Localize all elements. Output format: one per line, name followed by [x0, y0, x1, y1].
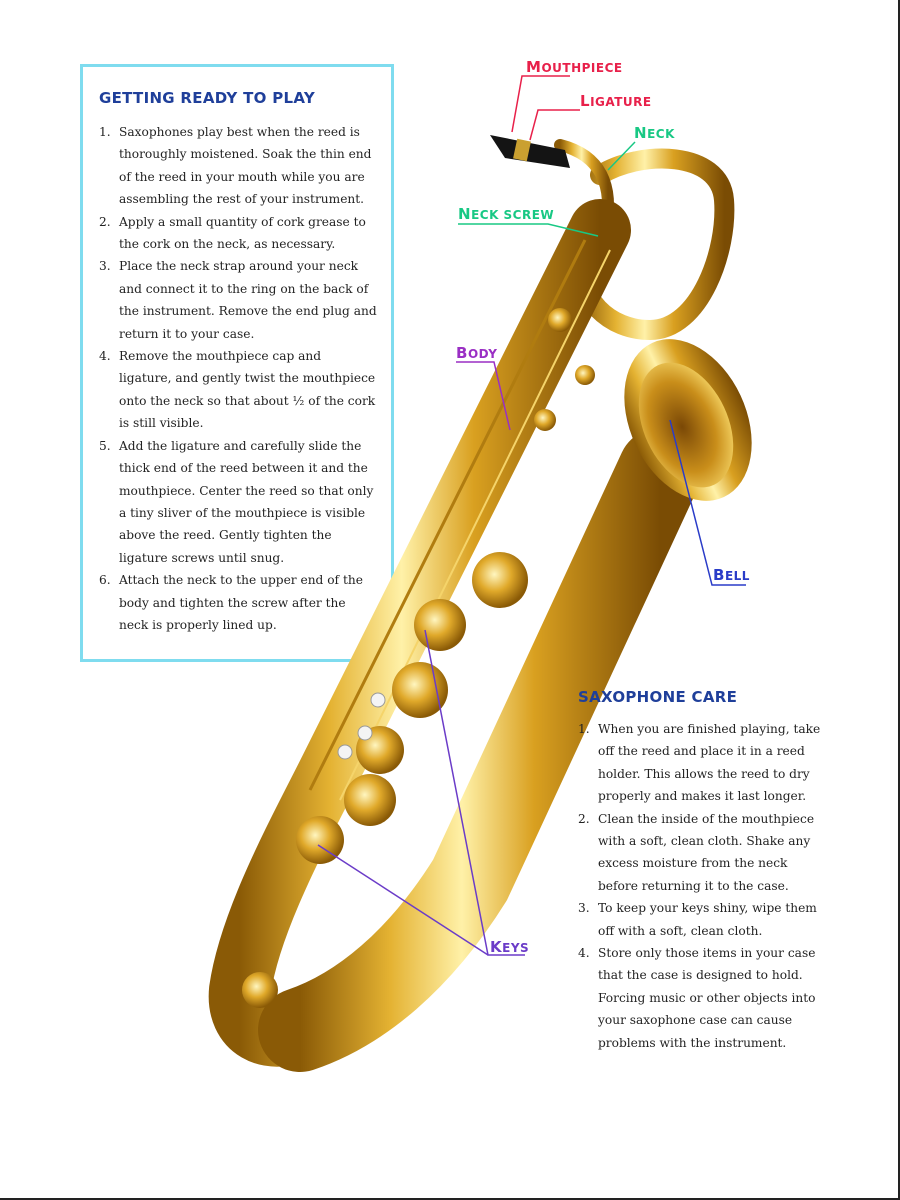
- key: [414, 599, 466, 651]
- list-item: 1. When you are finished playing, take off the reed and place it in a reed holder. This allows the reed to dry properly and makes it last longer.: [578, 722, 821, 804]
- ligature-leader: [530, 110, 580, 140]
- neck-screw-label: NECK SCREW: [458, 205, 555, 223]
- list-item: 2. Clean the inside of the mouthpiece with a soft, clean cloth. Shake any excess moisture from the neck before returning it to the case.: [578, 811, 815, 893]
- key: [242, 972, 278, 1008]
- keys-label: KEYS: [490, 938, 530, 956]
- list-item: 6. Attach the neck to the upper end of the body and tighten the screw after the neck is properly lined up.: [99, 573, 363, 632]
- neck-label: NECK: [634, 124, 675, 142]
- key: [548, 308, 572, 332]
- bell-label: BELL: [713, 566, 750, 584]
- saxophone-care-title: SAXOPHONE CARE: [578, 688, 738, 706]
- key: [472, 552, 528, 608]
- mouthpiece-label: MOUTHPIECE: [526, 58, 623, 76]
- key: [392, 662, 448, 718]
- list-item: 4. Store only those items in your case that the case is designed to hold. Forcing music or other objects into your saxophone case can cause problems with the instrument.: [578, 946, 816, 1050]
- saxophone-care-steps: [578, 718, 828, 1054]
- list-item: 3. To keep your keys shiny, wipe them off with a soft, clean cloth.: [578, 901, 817, 938]
- key: [534, 409, 556, 431]
- key: [575, 365, 595, 385]
- key-pearl: [358, 726, 372, 740]
- saxophone-care-section: [578, 688, 828, 1054]
- key: [344, 774, 396, 826]
- body-label: BODY: [456, 344, 498, 362]
- ligature-label: LIGATURE: [580, 92, 652, 110]
- key-pearl: [338, 745, 352, 759]
- list-item: 5. Add the ligature and carefully slide the thick end of the reed between it and the mouthpiece. Center the reed so that only a tiny sliver of the mouthpiece is visible above the reed. Gently tighten the ligature screws until snug.: [99, 438, 374, 565]
- mouthpiece-leader: [512, 76, 570, 132]
- list-item: 4. Remove the mouthpiece cap and ligature, and gently twist the mouthpiece onto the neck so that about ½ of the cork is still visible.: [99, 349, 376, 431]
- list-item: 1. Saxophones play best when the reed is thoroughly moistened. Soak the thin end of the reed in your mouth while you are assembling the rest of your instrument.: [99, 125, 372, 207]
- list-item: 3. Place the neck strap around your neck and connect it to the ring on the back of the instrument. Remove the end plug and return it to your case.: [99, 259, 377, 341]
- getting-ready-title: GETTING READY TO PLAY: [99, 89, 315, 107]
- list-item: 2. Apply a small quantity of cork grease to the cork on the neck, as necessary.: [99, 214, 366, 252]
- key-pearl: [371, 693, 385, 707]
